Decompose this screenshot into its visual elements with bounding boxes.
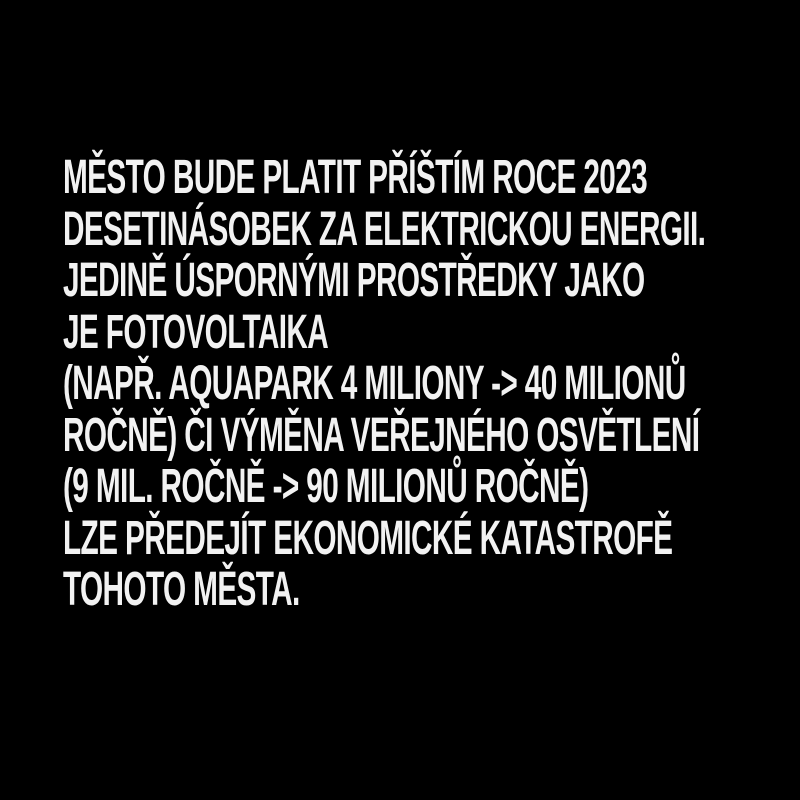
text-line-1: MĚSTO BUDE PLATIT PŘÍŠTÍM ROCE 2023 [63, 151, 648, 204]
text-line-9: TOHOTO MĚSTA. [63, 563, 300, 616]
text-line-4: JE FOTOVOLTAIKA [63, 305, 329, 359]
text-line-2: DESETINÁSOBEK ZA ELEKTRICKOU ENERGII. [63, 202, 706, 256]
text-line-8: LZE PŘEDEJÍT EKONOMICKÉ KATASTROFĚ [63, 511, 673, 565]
text-line-5: (NAPŘ. AQUAPARK 4 MILIONY -> 40 MILIONŮ [63, 357, 686, 410]
text-line-7: (9 MIL. ROČNĚ -> 90 MILIONŮ ROČNĚ) [63, 460, 589, 513]
text-line-6: ROČNĚ) ČI VÝMĚNA VEŘEJNÉHO OSVĚTLENÍ [63, 408, 700, 462]
statement-text-block [63, 152, 705, 616]
text-line-3: JEDINĚ ÚSPORNÝMI PROSTŘEDKY JAKO [63, 254, 645, 307]
